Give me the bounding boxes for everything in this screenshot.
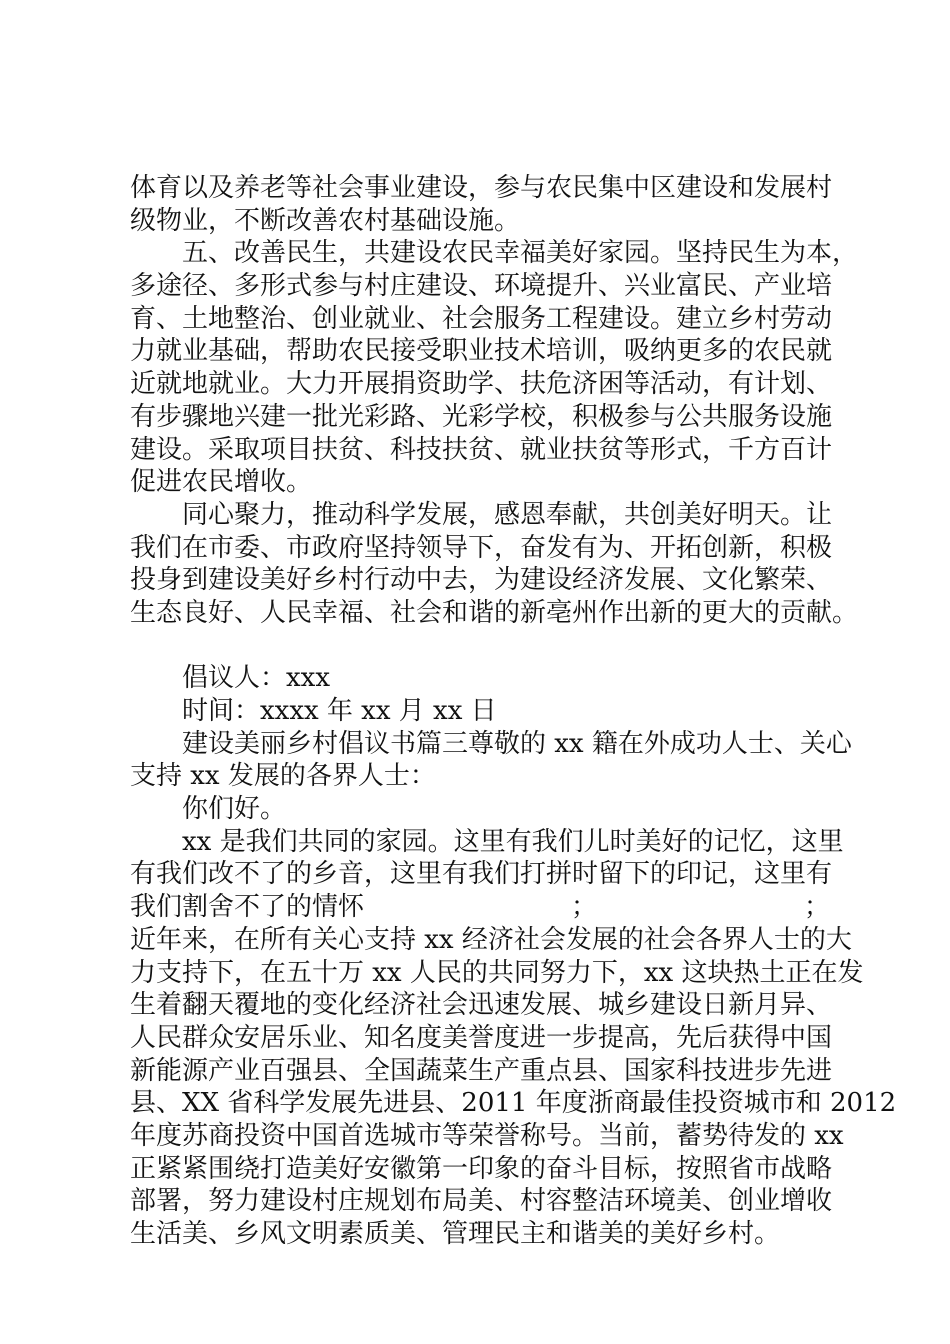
text-line: 近就地就业。大力开展捐资助学、扶危济困等活动，有计划、 <box>130 369 833 400</box>
text-line: 人民群众安居乐业、知名度美誉度进一步提高，先后获得中国 <box>130 1022 833 1053</box>
text-line: 促进农民增收。 <box>130 467 313 498</box>
text-line: 正紧紧围绕打造美好安徽第一印象的奋斗目标，按照省市战略 <box>130 1153 833 1184</box>
text-line: 部署，努力建设村庄规划布局美、村容整洁环境美、创业增收 <box>130 1186 833 1217</box>
text-line: 有步骤地兴建一批光彩路、光彩学校，积极参与公共服务设施 <box>130 401 833 432</box>
text-segment: 我们割舍不了的情怀 <box>130 892 365 923</box>
text-segment: ； <box>803 892 830 923</box>
text-line: 投身到建设美好乡村行动中去，为建设经济发展、文化繁荣、 <box>130 565 833 596</box>
text-line: 生活美、乡风文明素质美、管理民主和谐美的美好乡村。 <box>130 1219 781 1249</box>
text-line: xx 是我们共同的家园。这里有我们儿时美好的记忆，这里 <box>182 826 844 857</box>
text-line: 力支持下，在五十万 xx 人民的共同努力下，xx 这块热土正在发 <box>130 957 864 988</box>
blank-line <box>130 630 830 663</box>
text-line: 育、土地整治、创业就业、社会服务工程建设。建立乡村劳动 <box>130 303 833 334</box>
text-line: 生着翻天覆地的变化经济社会迅速发展、城乡建设日新月异、 <box>130 990 833 1021</box>
text-line: 建设美丽乡村倡议书篇三尊敬的 xx 籍在外成功人士、关心 <box>182 728 852 759</box>
date-line: 时间：xxxx 年 xx 月 xx 日 <box>182 696 497 726</box>
text-line: 年度苏商投资中国首选城市等荣誉称号。当前，蓄势待发的 xx <box>130 1120 844 1151</box>
text-line: 生态良好、人民幸福、社会和谐的新亳州作出新的更大的贡献。 <box>130 597 859 628</box>
text-line: 我们在市委、市政府坚持领导下，奋发有为、开拓创新，积极 <box>130 532 833 563</box>
text-line <box>130 891 830 924</box>
text-line: 五、改善民生，共建设农民幸福美好家园。坚持民生为本， <box>182 238 859 269</box>
text-line: 建设。采取项目扶贫、科技扶贫、就业扶贫等形式，千方百计 <box>130 434 833 465</box>
text-line: 同心聚力，推动科学发展，感恩奉献，共创美好明天。让 <box>182 499 833 530</box>
text-line: 近年来，在所有关心支持 xx 经济社会发展的社会各界人士的大 <box>130 924 852 955</box>
text-line: 支持 xx 发展的各界人士： <box>130 761 436 792</box>
document-body <box>130 172 897 1251</box>
proposer-line: 倡议人：xxx <box>182 663 330 694</box>
text-line: 县、XX 省科学发展先进县、2011 年度浙商最佳投资城市和 2012 <box>130 1088 897 1119</box>
text-line: 力就业基础，帮助农民接受职业技术培训，吸纳更多的农民就 <box>130 336 833 367</box>
text-line: 多途径、多形式参与村庄建设、环境提升、兴业富民、产业培 <box>130 271 833 302</box>
text-line: 有我们改不了的乡音，这里有我们打拼时留下的印记，这里有 <box>130 859 833 890</box>
text-line: 新能源产业百强县、全国蔬菜生产重点县、国家科技进步先进 <box>130 1055 833 1086</box>
text-segment: ； <box>570 892 597 923</box>
greeting-line: 你们好。 <box>182 794 287 825</box>
text-line: 体育以及养老等社会事业建设，参与农民集中区建设和发展村 <box>130 173 833 203</box>
text-line: 级物业，不断改善农村基础设施。 <box>130 205 521 236</box>
